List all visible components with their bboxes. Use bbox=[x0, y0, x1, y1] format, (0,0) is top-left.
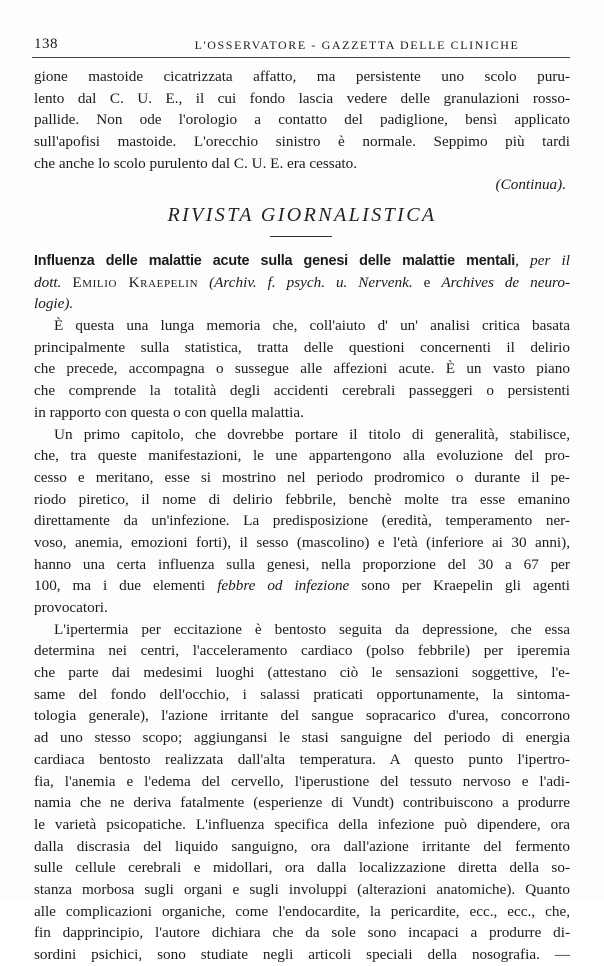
text-line: dalla discrasia del liquido sanguigno, ora dall'azione irritante del fermento bbox=[34, 837, 570, 855]
text-line: sordini psichici, sono studiate negli articoli speciali della nosografia. — bbox=[34, 946, 570, 963]
text-line: hanno una certa influenza sulla genesi, nella proporzione del 30 a 67 per bbox=[34, 555, 570, 573]
text-line: cardiaca bentosto realizzata dall'alta temperatura. A questo punto l'ipertro- bbox=[34, 750, 570, 768]
text-line: che, tra queste manifestazioni, le une appartengono alla evoluzione del pro- bbox=[34, 447, 570, 465]
text-fragment: sono per Kraepelin gli agenti bbox=[361, 577, 571, 595]
text-line: principalmente sulla statistica, tratta delle questioni concernenti il delirio bbox=[34, 338, 570, 356]
section-title: RIVISTA GIORNALISTICA bbox=[167, 204, 437, 226]
article-heading-line bbox=[34, 250, 570, 272]
text-line: same del fondo dell'occhio, i salassi praticati opportunamente, la sintoma- bbox=[34, 685, 570, 703]
text-line: sull'apofisi mastoide. L'orecchio sinistro è normale. Seppimo più tardi bbox=[34, 133, 570, 151]
header-rule bbox=[32, 57, 570, 58]
text-line: direttamente da un'infezione. La predisposizione (eredità, temperamento ner- bbox=[34, 512, 570, 530]
text-line: cesso e meritano, esse si mostrino nel periodo prodromico o durante il pe- bbox=[34, 468, 570, 486]
article-source: Archives de neuro- bbox=[441, 273, 571, 291]
text-line: sulle cellule cerebrali e midollari, ora dalla localizzazione diretta della so- bbox=[34, 859, 570, 877]
text-line: alle complicazioni organiche, come l'endocardite, la pericardite, ecc., ecc., che, bbox=[34, 902, 570, 920]
text-line: fin dapprincipio, l'autore dichiara che da sole sono incapaci a produrre di- bbox=[34, 924, 570, 942]
byline-prefix: , per il bbox=[515, 252, 570, 269]
running-title: L'OSSERVATORE - GAZZETTA DELLE CLINICHE bbox=[194, 38, 520, 52]
text-line: namia che ne deriva fatalmente (esperienze di Vundt) contribuiscono a produrre bbox=[34, 794, 570, 812]
text-line: ad uno stesso scopo; aggiungansi le stasi sanguigne del periodo di energia bbox=[34, 729, 570, 747]
text-line: che precede, accompagna o sussegue alle affezioni acute. È un vasto piano bbox=[34, 360, 570, 378]
text-line: È questa una lunga memoria che, coll'aiuto d' un' analisi critica basata bbox=[54, 317, 570, 335]
text-line: provocatori. bbox=[34, 599, 108, 616]
continua-note: (Continua). bbox=[495, 176, 566, 194]
text-line: gione mastoide cicatrizzata affatto, ma persistente uno scolo puru- bbox=[34, 68, 570, 85]
article-author: Emilio Kraepelin bbox=[72, 273, 199, 291]
text-line: determina nei centri, l'acceleramento cardiaco (polso febbrile) per iperemia bbox=[34, 642, 570, 660]
source-conjunction: e bbox=[423, 273, 431, 291]
text-fragment: 100, ma i due elementi bbox=[34, 577, 206, 595]
text-line: stanza morbosa sugli organi e sugli involuppi (alterazioni anatomiche). Quanto bbox=[34, 880, 570, 898]
text-line: riodo piretico, il nome di delirio febbrile, benchè molte tra esse emanino bbox=[34, 490, 570, 508]
article-heading-line bbox=[34, 293, 570, 315]
article-source: logie). bbox=[34, 295, 74, 313]
text-line: tologia generale), l'azione irritante del sangue sopracarico d'urea, concorrono bbox=[34, 707, 570, 725]
text-line: L'ipertermia per eccitazione è bentosto seguita da depressione, che essa bbox=[54, 620, 570, 638]
text-line: pallide. Non ode l'orologio a contatto del padiglione, bensì applicato bbox=[34, 111, 570, 129]
emphasis: febbre od infezione bbox=[217, 577, 350, 595]
byline-dott: dott. bbox=[34, 273, 62, 291]
text-line: in rapporto con questa o con quella malattia. bbox=[34, 403, 304, 421]
text-line: voso, anemia, emozioni forti), il sesso (mascolino) e l'età (inferiore ai 30 anni), bbox=[34, 533, 570, 551]
article-title: Influenza delle malattie acute sulla genesi delle malattie mentali bbox=[34, 253, 516, 269]
text-line bbox=[34, 575, 570, 597]
text-line: che parte dai medesimi luoghi (attestano ciò le sensazioni soggettive, l'e- bbox=[34, 664, 570, 682]
article-heading-line bbox=[34, 272, 570, 294]
article-source: (Archiv. f. psych. u. Nervenk. bbox=[209, 273, 413, 291]
text-line: che anche lo scolo purulento dal C. U. E. era cessato. bbox=[34, 154, 358, 172]
text-line: le varietà psicopatiche. L'influenza specifica della infezione può dipendere, ora bbox=[34, 815, 570, 833]
text-line: lento dal C. U. E., il cui fondo lascia vedere delle granulazioni rosso- bbox=[34, 89, 570, 107]
continued-text bbox=[34, 66, 570, 196]
running-header bbox=[34, 36, 570, 54]
article bbox=[34, 250, 570, 966]
page-number: 138 bbox=[34, 36, 58, 52]
text-line: Un primo capitolo, che dovrebbe portare il titolo di generalità, stabilisce, bbox=[54, 425, 570, 443]
section-rule bbox=[270, 236, 332, 237]
text-line: che comprende la totalità degli accidenti cerebrali passeggeri o persistenti bbox=[34, 382, 570, 400]
text-line: fia, l'anemia e l'edema del cervello, l'iperustione del tessuto nervoso e l'adi- bbox=[34, 772, 570, 790]
